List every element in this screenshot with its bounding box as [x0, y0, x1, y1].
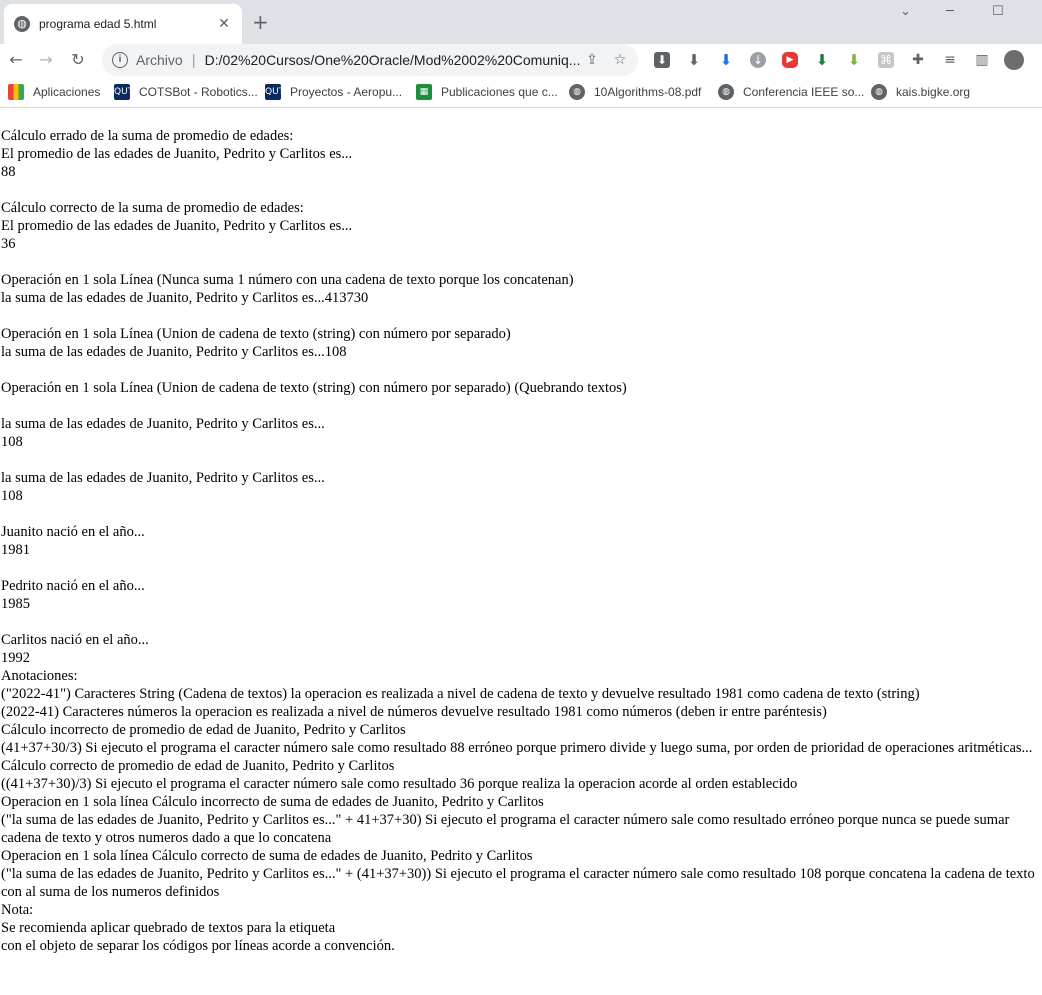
bookmark-label: kais.bigke.org [896, 85, 971, 99]
address-scheme: Archivo [136, 52, 183, 68]
section-text: El promedio de las edades de Juanito, Pedrito y Carlitos es... [1, 218, 353, 234]
bookmark-label: Aplicaciones [33, 85, 101, 99]
side-panel-icon[interactable]: ▥ [975, 52, 989, 68]
download-blue-icon[interactable]: ⬇ [719, 51, 733, 69]
section-text: la suma de las edades de Juanito, Pedrito y Carlitos es...108 [1, 344, 347, 360]
nota-title: Nota: [1, 902, 34, 918]
carlitos-label: Carlitos nació en el año... [1, 632, 149, 648]
globe-icon: ◍ [871, 84, 887, 100]
bookmarks-bar [0, 76, 1042, 108]
sheet-icon: ▦ [416, 84, 432, 100]
bookmark-star-icon[interactable]: ☆ [613, 52, 627, 68]
nota-line: Se recomienda aplicar quebrado de textos para la etiqueta [1, 920, 336, 936]
section-title: Operación en 1 sola Línea (Union de cadena de texto (string) con número por separado) [1, 326, 511, 342]
extension-download-icon[interactable]: ⬇ [654, 52, 670, 68]
share-icon[interactable]: ⇪ [586, 52, 598, 68]
download-green-icon[interactable]: ⬇ [815, 51, 829, 69]
tab-search-button[interactable]: ⌄ [900, 4, 911, 19]
pedrito-label: Pedrito nació en el año... [1, 578, 145, 594]
page-content [1, 108, 1042, 995]
youtube-download-icon[interactable]: ▶ [782, 52, 798, 68]
tab-title: programa edad 5.html [39, 17, 157, 31]
note-line: Cálculo correcto de promedio de edad de Juanito, Pedrito y Carlitos [1, 758, 395, 774]
bookmark-item[interactable] [265, 82, 402, 102]
section-text: la suma de las edades de Juanito, Pedrito y Carlitos es... [1, 416, 325, 432]
section-text: la suma de las edades de Juanito, Pedrito y Carlitos es... [1, 470, 325, 486]
note-line: Operacion en 1 sola línea Cálculo incorrecto de suma de edades de Juanito, Pedrito y Carlitos [1, 794, 544, 810]
address-bar[interactable] [102, 44, 638, 76]
bookmark-item[interactable] [718, 82, 864, 102]
section-text: El promedio de las edades de Juanito, Pedrito y Carlitos es... [1, 146, 353, 162]
maximize-button[interactable]: ☐ [992, 4, 1004, 19]
note-line: Operacion en 1 sola línea Cálculo correcto de suma de edades de Juanito, Pedrito y Carlitos [1, 848, 533, 864]
bookmark-item[interactable] [114, 82, 258, 102]
bookmark-item[interactable] [8, 82, 100, 102]
reload-icon[interactable]: ↻ [71, 50, 85, 69]
section-title: Operación en 1 sola Línea (Union de cadena de texto (string) con número por separado) (Quebrando textos) [1, 380, 627, 396]
address-separator: | [191, 51, 196, 69]
carlitos-year: 1992 [1, 650, 30, 666]
minimize-button[interactable]: ─ [946, 4, 954, 19]
info-icon[interactable]: i [112, 52, 128, 68]
tab-close-button[interactable]: ✕ [218, 16, 230, 32]
notes-title: Anotaciones: [1, 668, 78, 684]
media-control-icon[interactable]: ≡ [944, 52, 956, 68]
download-arrow-icon[interactable]: ⬇ [687, 51, 701, 69]
bookmark-item[interactable] [416, 82, 558, 102]
globe-icon: ◍ [718, 84, 734, 100]
section-title: Cálculo correcto de la suma de promedio de edades: [1, 200, 304, 216]
bookmark-item[interactable] [569, 82, 701, 102]
browser-chrome [0, 0, 1042, 108]
note-line: ("la suma de las edades de Juanito, Pedrito y Carlitos es..." + 41+37+30) Si ejecuto el programa el caracter número sale como resultado erróneo porque nunca se puede sumar cadena de texto y otros numeros dado a que lo concatena [1, 812, 1010, 846]
globe-icon: ◍ [14, 16, 30, 32]
download-circle-icon[interactable]: ↓ [750, 52, 766, 68]
toolbar [0, 44, 1042, 76]
pdf-extension-icon[interactable]: ⌘ [880, 53, 892, 67]
section-text: la suma de las edades de Juanito, Pedrito y Carlitos es...413730 [1, 290, 369, 306]
juanito-label: Juanito nació en el año... [1, 524, 145, 540]
note-line: ("2022-41") Caracteres String (Cadena de textos) la operacion es realizada a nivel de cadena de texto y devuelve resultado 1981 como cadena de texto (string) [1, 686, 920, 702]
back-arrow-icon[interactable]: ← [9, 50, 23, 69]
pedrito-year: 1985 [1, 596, 30, 612]
juanito-year: 1981 [1, 542, 30, 558]
qut-icon: QUT [114, 84, 130, 100]
download-lightgreen-icon[interactable]: ⬇ [847, 51, 861, 69]
bookmark-item[interactable] [871, 82, 970, 102]
bookmark-label: Publicaciones que c... [441, 85, 558, 99]
nota-line: con el objeto de separar los códigos por líneas acorde a convención. [1, 938, 395, 954]
bookmark-label: 10Algorithms-08.pdf [594, 85, 702, 99]
section-title: Cálculo errado de la suma de promedio de edades: [1, 128, 294, 144]
result-value: 36 [1, 236, 16, 252]
tab-active[interactable] [4, 4, 242, 44]
note-line: ((41+37+30)/3) Si ejecuto el programa el caracter número sale como resultado 36 porque realiza la operacion acorde al orden establecido [1, 776, 798, 792]
apps-grid-icon [8, 84, 24, 100]
tab-strip [0, 0, 1042, 44]
note-line: Cálculo incorrecto de promedio de edad de Juanito, Pedrito y Carlitos [1, 722, 406, 738]
result-value: 108 [1, 488, 23, 504]
note-line: (41+37+30/3) Si ejecuto el programa el caracter número sale como resultado 88 erróneo porque primero divide y luego suma, por orden de prioridad de operaciones aritméticas... [1, 740, 1033, 756]
address-url[interactable]: D:/02%20Cursos/One%20Oracle/Mod%2002%20Comuniq... [204, 52, 581, 68]
bookmark-label: Proyectos - Aeropu... [290, 85, 403, 99]
forward-arrow-icon[interactable]: → [39, 50, 53, 69]
result-value: 88 [1, 164, 16, 180]
note-line: (2022-41) Caracteres números la operacion es realizada a nivel de números devuelve resultado 1981 como números (deben ir entre paréntesis) [1, 704, 827, 720]
bookmark-label: COTSBot - Robotics... [139, 85, 258, 99]
globe-icon: ◍ [569, 84, 585, 100]
result-value: 108 [1, 434, 23, 450]
section-title: Operación en 1 sola Línea (Nunca suma 1 número con una cadena de texto porque los concatenan) [1, 272, 574, 288]
note-line: ("la suma de las edades de Juanito, Pedrito y Carlitos es..." + (41+37+30)) Si ejecuto el programa el caracter número sale como resultado 108 porque concatena la cadena de texto con al suma de los numeros definidos [1, 866, 1035, 900]
qut-icon: QUT [265, 84, 281, 100]
bookmark-label: Conferencia IEEE so... [743, 85, 865, 99]
avatar[interactable] [1004, 50, 1024, 70]
new-tab-button[interactable]: + [252, 10, 269, 34]
extensions-puzzle-icon[interactable]: ✚ [912, 52, 924, 68]
